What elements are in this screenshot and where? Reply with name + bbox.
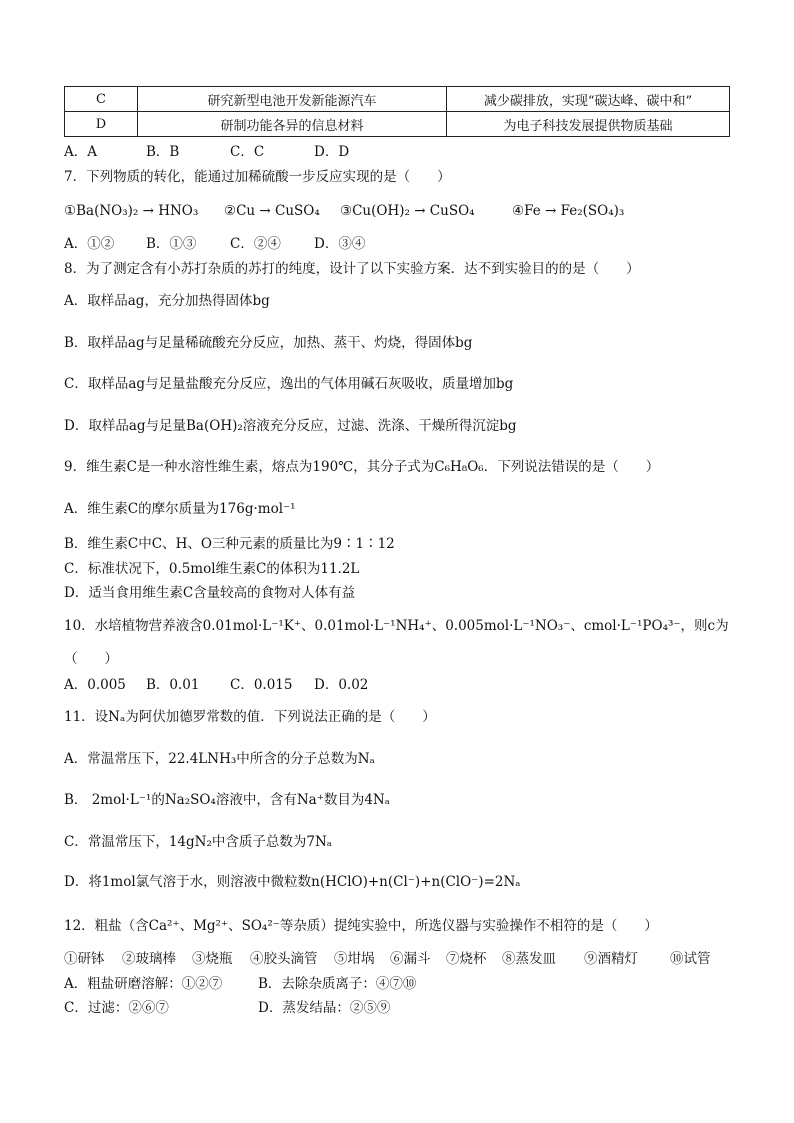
- q7-item-1: ①Ba(NO₃)₂ → HNO₃: [64, 203, 199, 219]
- instrument-5: ⑤坩埚: [334, 951, 375, 967]
- q9-option-a: A．维生素C的摩尔质量为176g·mol⁻¹: [64, 501, 296, 517]
- q8-option-b: B．取样品ag与足量稀硫酸充分反应，加热、蒸干、灼烧，得固体bg: [64, 335, 473, 351]
- instrument-3: ③烧瓶: [192, 951, 233, 967]
- q8-option-d: D．取样品ag与足量Ba(OH)₂溶液充分反应，过滤、洗涤、干燥所得沉淀bg: [64, 418, 517, 434]
- table-choices: [64, 143, 349, 161]
- q10-choices: [64, 676, 368, 694]
- q7-choices: [64, 235, 365, 253]
- q8-option-a: A．取样品ag，充分加热得固体bg: [64, 293, 270, 309]
- row-effect: 减少碳排放，实现“碳达峰、碳中和”: [447, 87, 730, 112]
- q11-stem: 11．设Nₐ为阿伏加德罗常数的值．下列说法正确的是（ ）: [64, 709, 436, 725]
- row-label: C: [65, 87, 138, 112]
- choice-c: C．C: [230, 144, 265, 160]
- q8-stem: 8．为了测定含有小苏打杂质的苏打的纯度，设计了以下实验方案．达不到实验目的的是（ ）: [64, 261, 640, 277]
- choice-c: C．②④: [230, 236, 281, 252]
- choice-d: D．D: [314, 144, 350, 160]
- instrument-4: ④胶头滴管: [250, 951, 318, 967]
- instrument-10: ⑩试管: [670, 951, 711, 967]
- q7-item-2: ②Cu → CuSO₄: [224, 203, 320, 219]
- q9-stem: 9．维生素C是一种水溶性维生素，熔点为190℃，其分子式为C₆H₈O₆．下列说法错误的是（ ）: [64, 459, 660, 475]
- row-item: 研制功能各异的信息材料: [138, 112, 447, 137]
- row-effect: 为电子科技发展提供物质基础: [447, 112, 730, 137]
- q7-items: [64, 202, 624, 220]
- q11-option-c: C．常温常压下，14gN₂中含质子总数为7Nₐ: [64, 834, 332, 850]
- q11-option-b: B． 2mol·L⁻¹的Na₂SO₄溶液中，含有Na⁺数目为4Nₐ: [64, 792, 390, 808]
- choice-b: B．B: [146, 144, 180, 160]
- table-row: [65, 87, 730, 112]
- q12-row-cd: [64, 999, 390, 1017]
- q8-option-c: C．取样品ag与足量盐酸充分反应，逸出的气体用碱石灰吸收，质量增加bg: [64, 376, 514, 392]
- choice-d: D．0.02: [314, 677, 369, 693]
- q7-item-3: ③Cu(OH)₂ → CuSO₄: [340, 203, 475, 219]
- q10-blank: （ ）: [64, 651, 118, 667]
- q7-item-4: ④Fe → Fe₂(SO₄)₃: [512, 203, 625, 219]
- q11-option-d: D．将1mol氯气溶于水，则溶液中微粒数n(HClO)+n(Cl⁻)+n(ClO⁻)=2Nₐ: [64, 874, 521, 890]
- q12-option-b: B．去除杂质离子：④⑦⑩: [258, 976, 417, 992]
- q9-option-c: C．标准状况下，0.5mol维生素C的体积为11.2L: [64, 561, 360, 577]
- choice-b: B．①③: [146, 236, 197, 252]
- instrument-6: ⑥漏斗: [390, 951, 431, 967]
- choice-b: B．0.01: [146, 677, 200, 693]
- q12-option-a: A．粗盐研磨溶解：①②⑦: [64, 976, 223, 992]
- q12-instruments: [64, 950, 711, 968]
- q9-option-d: D．适当食用维生素C含量较高的食物对人体有益: [64, 585, 356, 601]
- instrument-9: ⑨酒精灯: [584, 951, 638, 967]
- row-label: D: [65, 112, 138, 137]
- q12-option-c: C．过滤：②⑥⑦: [64, 1000, 169, 1016]
- q12-row-ab: [64, 975, 416, 993]
- choice-a: A．A: [64, 144, 97, 160]
- q11-option-a: A．常温常压下，22.4LNH₃中所含的分子总数为Nₐ: [64, 751, 375, 767]
- choice-a: A．0.005: [64, 677, 126, 693]
- choice-a: A．①②: [64, 236, 115, 252]
- table-row: [65, 112, 730, 137]
- instrument-1: ①研钵: [64, 951, 105, 967]
- q10-stem: 10．水培植物营养液含0.01mol·L⁻¹K⁺、0.01mol·L⁻¹NH₄⁺、0.005mol·L⁻¹NO₃⁻、cmol·L⁻¹PO₄³⁻，则c为: [64, 618, 729, 634]
- instrument-8: ⑧蒸发皿: [502, 951, 556, 967]
- q9-option-b: B．维生素C中C、H、O三种元素的质量比为9∶1∶12: [64, 536, 395, 552]
- instrument-2: ②玻璃棒: [122, 951, 176, 967]
- choice-c: C．0.015: [230, 677, 293, 693]
- q12-stem: 12．粗盐（含Ca²⁺、Mg²⁺、SO₄²⁻等杂质）提纯实验中，所选仪器与实验操作不相符的是（ ）: [64, 918, 658, 934]
- q7-stem: 7．下列物质的转化，能通过加稀硫酸一步反应实现的是（ ）: [64, 169, 451, 185]
- row-item: 研究新型电池开发新能源汽车: [138, 87, 447, 112]
- q12-option-d: D．蒸发结晶：②⑤⑨: [258, 1000, 391, 1016]
- choice-d: D．③④: [314, 236, 366, 252]
- instrument-7: ⑦烧杯: [446, 951, 487, 967]
- options-table: [64, 86, 730, 137]
